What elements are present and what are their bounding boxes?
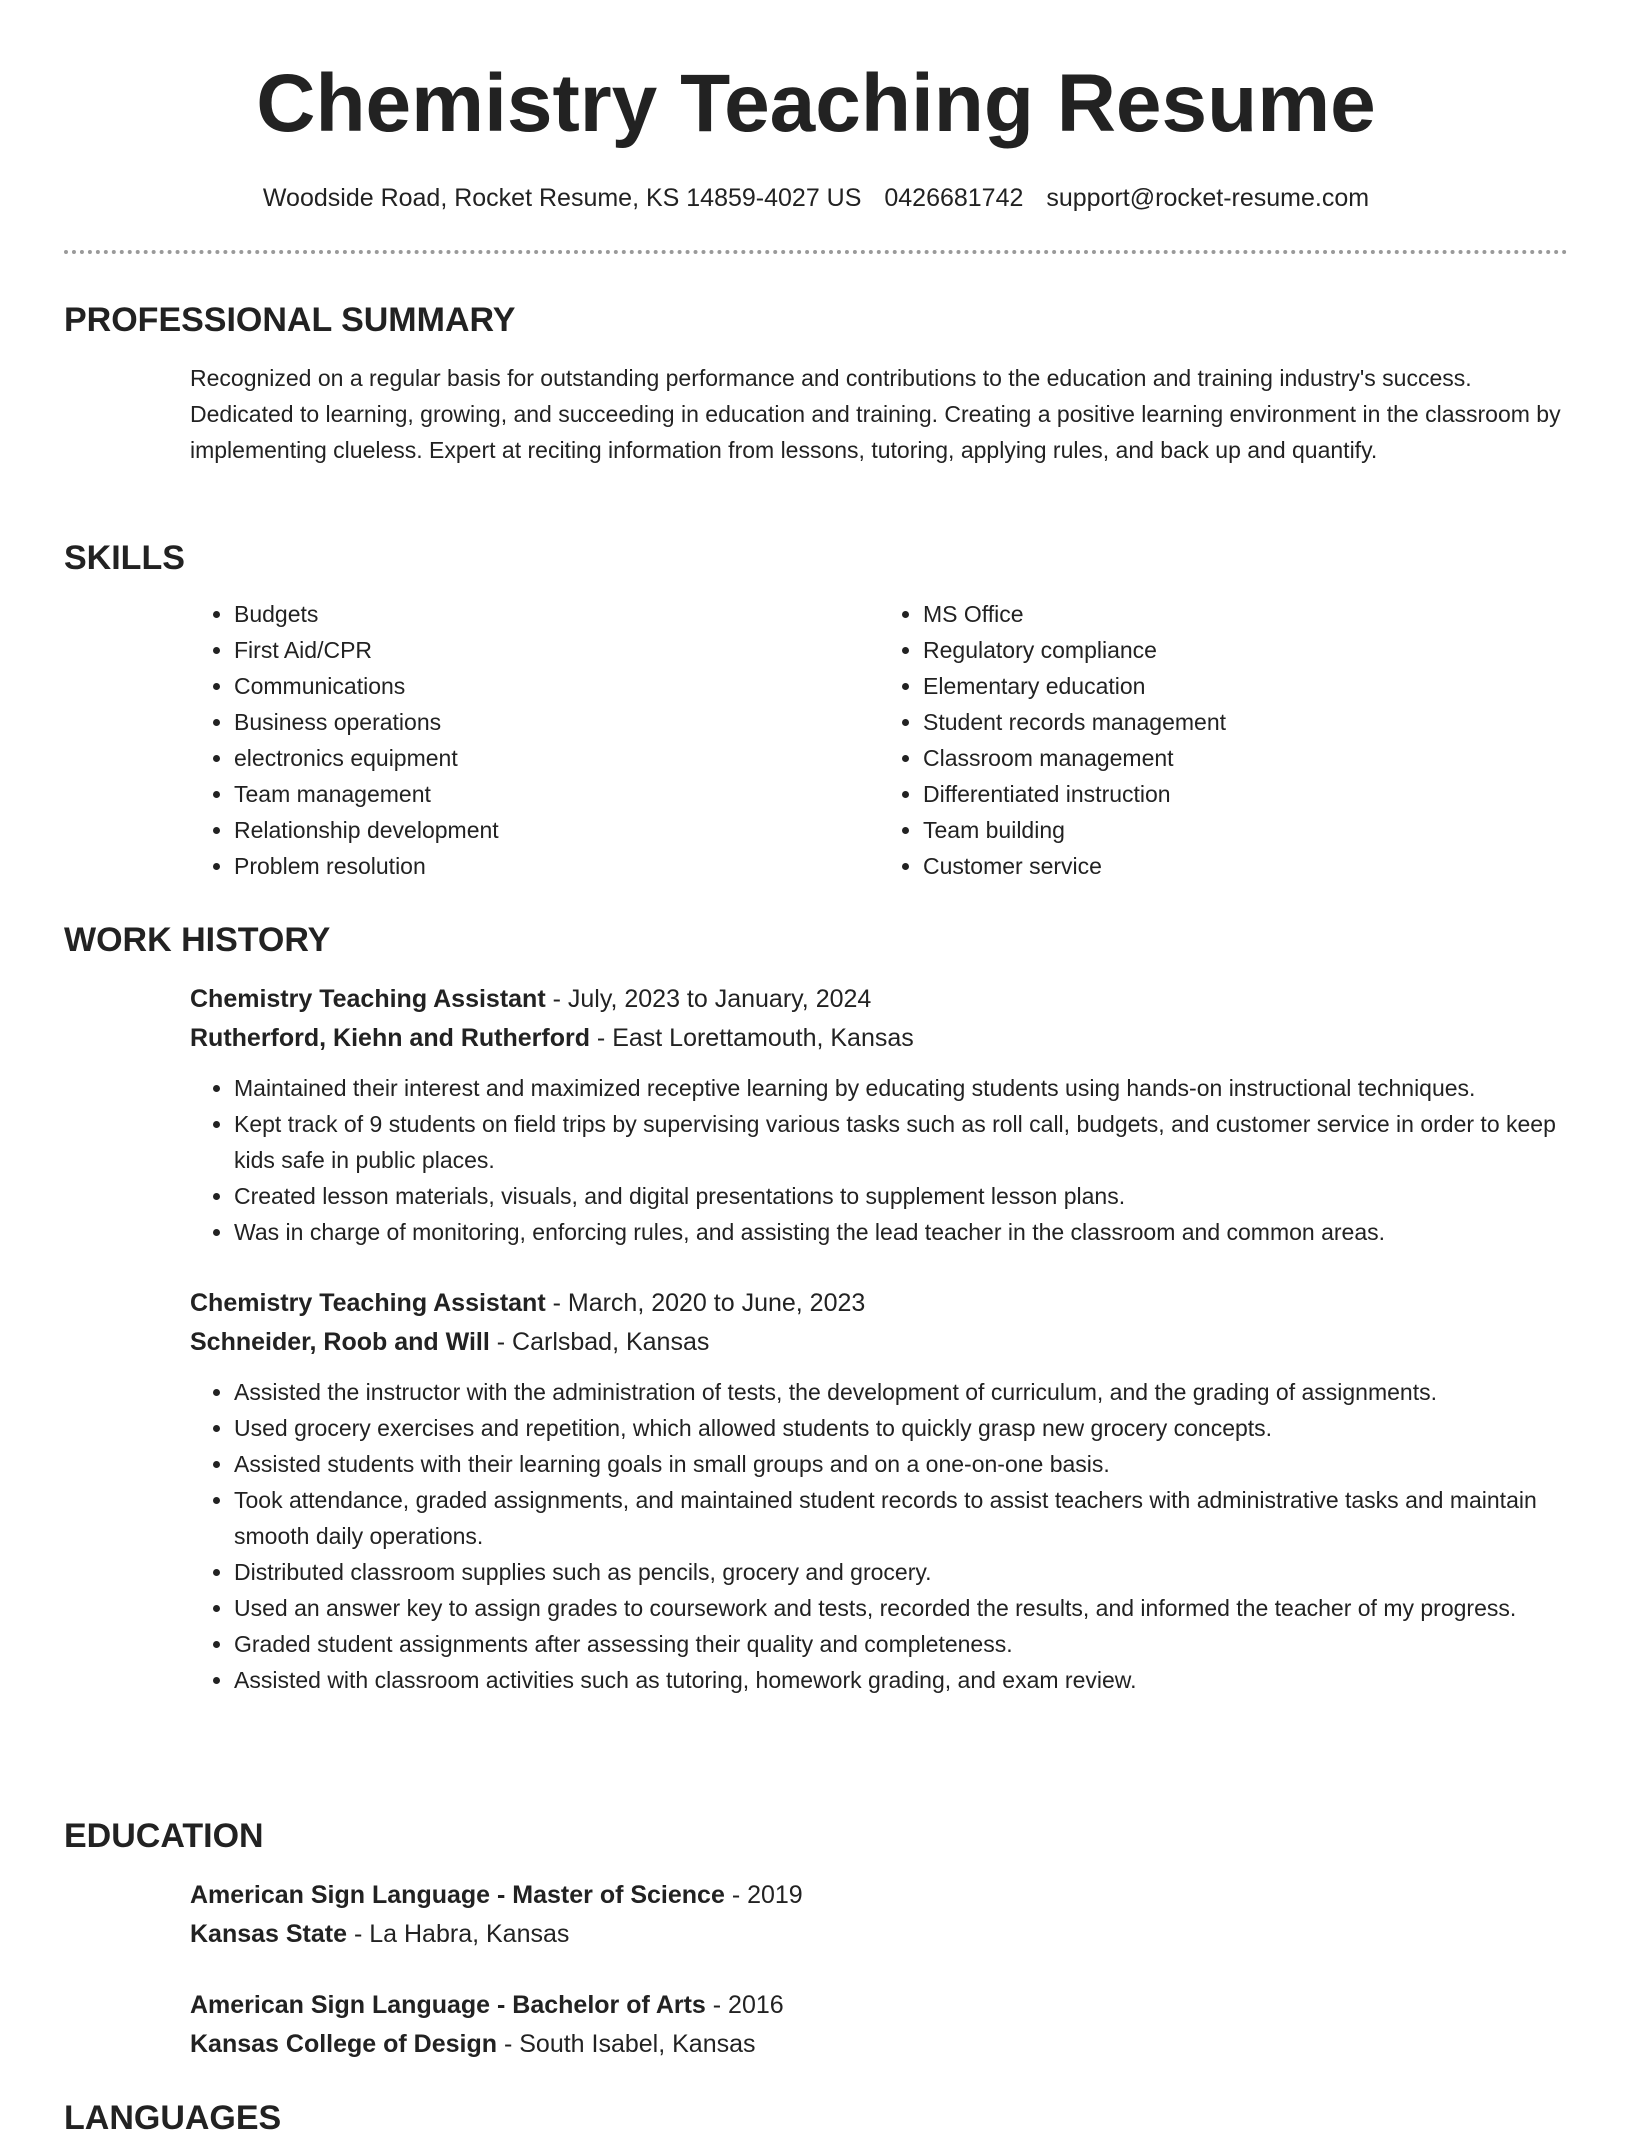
skills-list-right (879, 596, 1568, 884)
job-bullet: • Used grocery exercises and repetition, which allowed students to quickly grasp new grocery concepts. (234, 1410, 1568, 1446)
languages-heading: LANGUAGES (64, 2099, 282, 2137)
education-school: Kansas State (190, 1920, 348, 1948)
skills-heading: SKILLS (64, 539, 185, 577)
job-company-line (190, 1019, 1568, 1058)
education-degree: American Sign Language - Master of Science (190, 1881, 725, 1909)
job-company: Rutherford, Kiehn and Rutherford (190, 1024, 590, 1052)
job-bullet: • Took attendance, graded assignments, and maintained student records to assist teachers with administrative tasks and maintain smooth daily operations. (234, 1482, 1568, 1554)
summary-text: Recognized on a regular basis for outstanding performance and contributions to the education and training industry's success. Dedicated to learning, growing, and succeeding in education and training. Creating a positive learning environment in the classroom by implementing clueless. Expert at reciting information from lessons, tutoring, applying rules, and back up and quantify. (190, 365, 1561, 463)
education-school-line (190, 1915, 1568, 1954)
job-bullet-list (190, 1374, 1568, 1698)
job-dates: - March, 2020 to June, 2023 (545, 1289, 866, 1317)
skill-item: • Differentiated instruction (923, 776, 1568, 812)
education-year: - 2016 (705, 1991, 784, 2019)
job-bullet: • Graded student assignments after assessing their quality and completeness. (234, 1626, 1568, 1662)
skill-item: • Regulatory compliance (923, 632, 1568, 668)
education-degree: American Sign Language - Bachelor of Arts (190, 1991, 706, 2019)
job-bullet: • Used an answer key to assign grades to coursework and tests, recorded the results, and informed the teacher of my progress. (234, 1590, 1568, 1626)
skill-item: • First Aid/CPR (234, 632, 879, 668)
job-bullet: • Assisted with classroom activities such as tutoring, homework grading, and exam review. (234, 1662, 1568, 1698)
education-location: - La Habra, Kansas (347, 1920, 570, 1948)
header-divider (64, 250, 1568, 254)
skills-list-left (190, 596, 879, 884)
job-bullet: • Distributed classroom supplies such as pencils, grocery and grocery. (234, 1554, 1568, 1590)
education-heading: EDUCATION (64, 1817, 264, 1855)
job-bullet: • Assisted students with their learning goals in small groups and on a one-on-one basis. (234, 1446, 1568, 1482)
job-dates: - July, 2023 to January, 2024 (545, 985, 872, 1013)
job-bullet-list (190, 1070, 1568, 1250)
skill-item: • Team management (234, 776, 879, 812)
job-bullet: • Was in charge of monitoring, enforcing rules, and assisting the lead teacher in the classroom and common areas. (234, 1214, 1568, 1250)
job-title: Chemistry Teaching Assistant (190, 985, 546, 1013)
contact-email: support@rocket-resume.com (1046, 184, 1370, 212)
education-degree-line (190, 1986, 1568, 2025)
work-history-section (64, 918, 1568, 1698)
languages-section (64, 2096, 1568, 2140)
education-school: Kansas College of Design (190, 2030, 498, 2058)
job-company-line (190, 1323, 1568, 1362)
skill-item: • electronics equipment (234, 740, 879, 776)
education-degree-line (190, 1876, 1568, 1915)
education-location: - South Isabel, Kansas (497, 2030, 756, 2058)
job-entry (190, 980, 1568, 1250)
skill-item: • Team building (923, 812, 1568, 848)
summary-section (64, 298, 1568, 468)
skill-item: • Student records management (923, 704, 1568, 740)
job-location: - Carlsbad, Kansas (489, 1328, 710, 1356)
job-company: Schneider, Roob and Will (190, 1328, 490, 1356)
skill-item: • Customer service (923, 848, 1568, 884)
work-history-heading: WORK HISTORY (64, 921, 331, 959)
skill-item: • Relationship development (234, 812, 879, 848)
skill-item: • Problem resolution (234, 848, 879, 884)
job-bullet: • Assisted the instructor with the administration of tests, the development of curriculum, and the grading of assignments. (234, 1374, 1568, 1410)
page-title: Chemistry Teaching Resume (256, 58, 1376, 149)
job-bullet: • Created lesson materials, visuals, and digital presentations to supplement lesson plans. (234, 1178, 1568, 1214)
skill-item: • MS Office (923, 596, 1568, 632)
education-entry (190, 1876, 1568, 1954)
summary-heading: PROFESSIONAL SUMMARY (64, 301, 516, 339)
education-school-line (190, 2025, 1568, 2064)
skill-item: • Elementary education (923, 668, 1568, 704)
job-entry (190, 1284, 1568, 1698)
job-title-line (190, 1284, 1568, 1323)
skill-item: • Communications (234, 668, 879, 704)
skills-columns (190, 596, 1568, 884)
job-bullet: • Kept track of 9 students on field trips by supervising various tasks such as roll call, budgets, and customer service in order to keep kids safe in public places. (234, 1106, 1568, 1178)
job-title: Chemistry Teaching Assistant (190, 1289, 546, 1317)
education-entry (190, 1986, 1568, 2064)
contact-line (0, 180, 1632, 216)
contact-phone: 0426681742 (884, 184, 1024, 212)
skill-item: • Classroom management (923, 740, 1568, 776)
skills-section (64, 536, 1568, 884)
education-year: - 2019 (724, 1881, 803, 1909)
skill-item: • Business operations (234, 704, 879, 740)
skill-item: • Budgets (234, 596, 879, 632)
education-section (64, 1814, 1568, 2064)
job-bullet: • Maintained their interest and maximized receptive learning by educating students using hands-on instructional techniques. (234, 1070, 1568, 1106)
contact-address: Woodside Road, Rocket Resume, KS 14859-4027 US (262, 184, 862, 212)
job-title-line (190, 980, 1568, 1019)
job-location: - East Lorettamouth, Kansas (589, 1024, 914, 1052)
